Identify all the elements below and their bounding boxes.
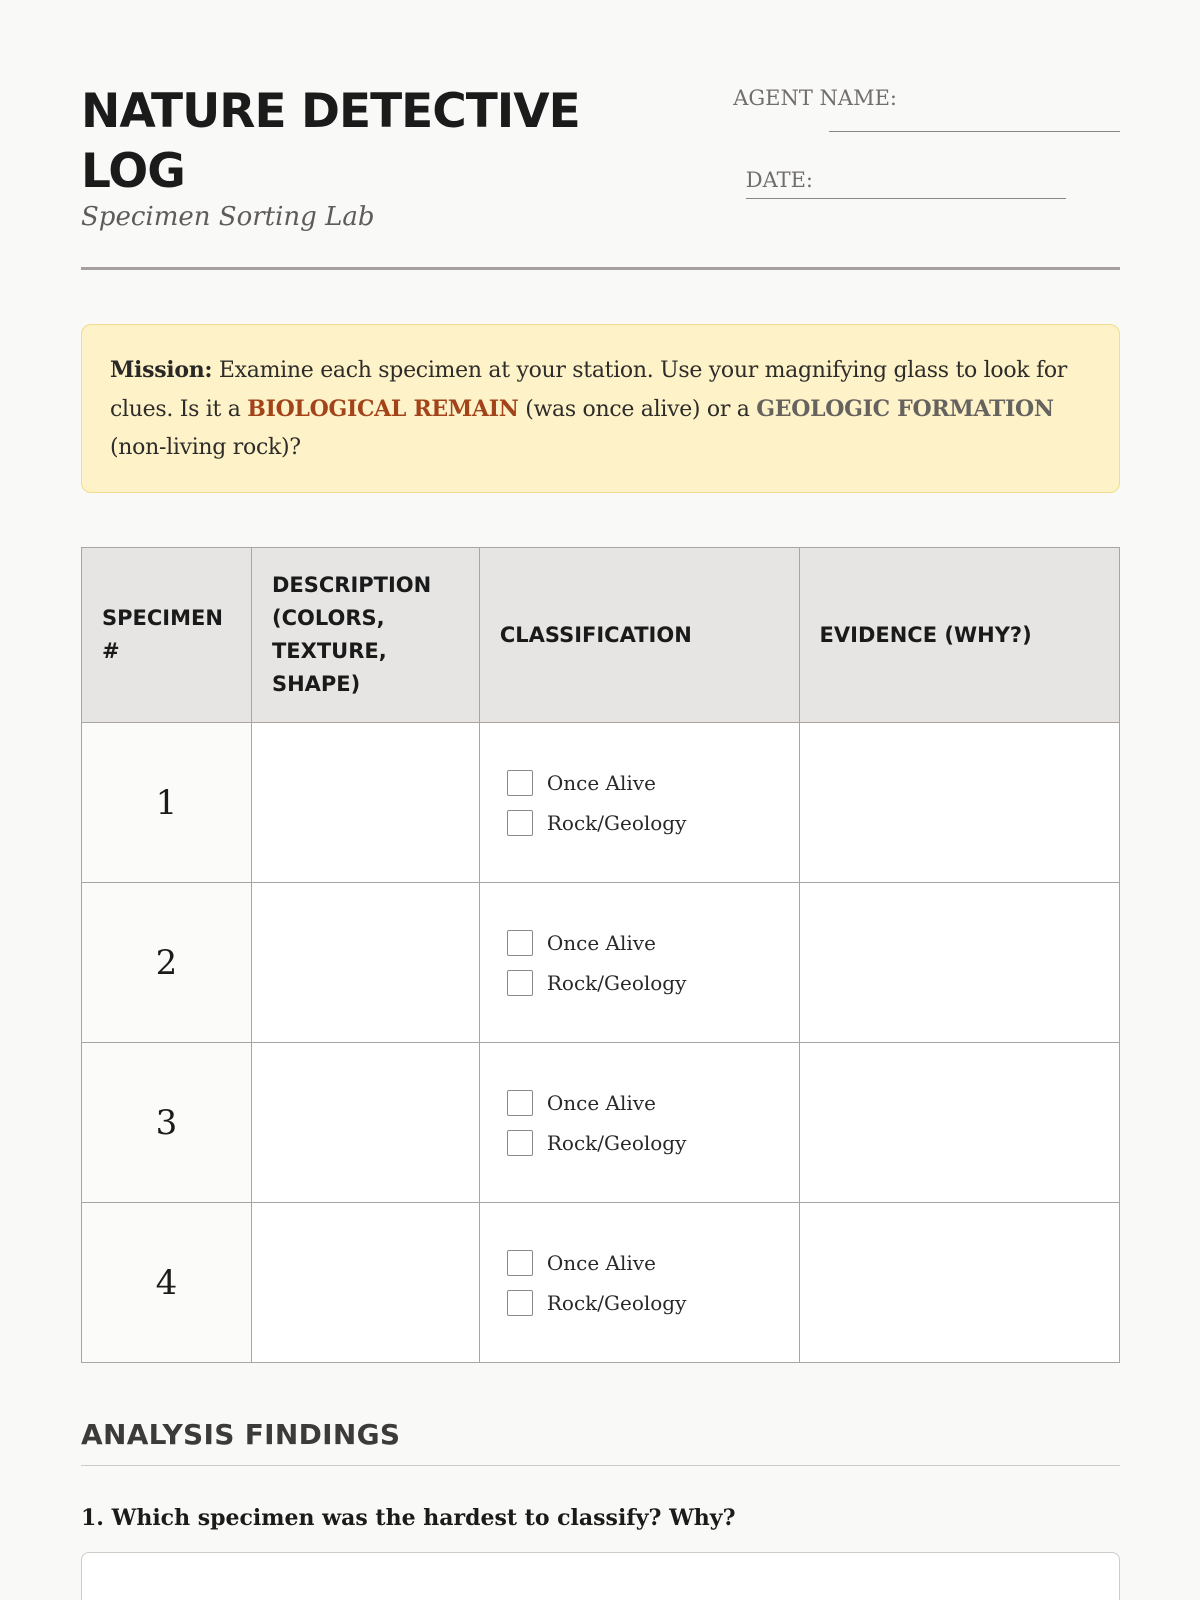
specimen-table [81,547,1120,1363]
description-cell[interactable] [251,723,479,883]
option-rock-geology[interactable] [507,963,799,1003]
evidence-cell[interactable] [799,1203,1119,1363]
option-label: Once Alive [546,1090,656,1115]
date-label: DATE: [745,168,813,192]
table-row [82,1203,1120,1363]
option-rock-geology[interactable] [507,1123,799,1163]
checkbox[interactable] [507,1090,533,1116]
checkbox[interactable] [507,1250,533,1276]
header [81,82,1120,270]
option-once-alive[interactable] [507,923,799,963]
option-label: Once Alive [546,1250,656,1275]
checkbox[interactable] [507,1290,533,1316]
checkbox[interactable] [507,770,533,796]
evidence-cell[interactable] [799,723,1119,883]
mission-text: (was once alive) or a [518,397,757,422]
classification-cell [479,1043,799,1203]
classification-cell [479,1203,799,1363]
specimen-number: 3 [82,1043,252,1203]
column-header-specimen: SPECIMEN # [82,548,252,723]
description-cell[interactable] [251,1203,479,1363]
option-label: Once Alive [546,930,656,955]
specimen-number: 1 [82,723,252,883]
option-once-alive[interactable] [507,1243,799,1283]
option-once-alive[interactable] [507,763,799,803]
analysis-section-title: ANALYSIS FINDINGS [81,1418,1120,1466]
description-cell[interactable] [251,1043,479,1203]
option-rock-geology[interactable] [507,803,799,843]
classification-cell [479,723,799,883]
option-label: Rock/Geology [546,970,687,995]
worksheet-page [81,0,1120,1600]
checkbox[interactable] [507,1130,533,1156]
table-header-row [82,548,1120,723]
mission-text: (non-living rock)? [110,435,301,460]
mission-box [81,324,1120,493]
evidence-cell[interactable] [799,883,1119,1043]
option-once-alive[interactable] [507,1083,799,1123]
option-label: Rock/Geology [546,1130,687,1155]
page-title: NATURE DETECTIVE LOG [81,84,580,199]
option-label: Rock/Geology [546,810,687,835]
agent-name-label: AGENT NAME: [733,86,897,110]
checkbox[interactable] [507,810,533,836]
question-1: 1. Which specimen was the hardest to classify? Why? [81,1505,736,1531]
agent-name-field[interactable] [829,131,1120,132]
biological-remain-term: BIOLOGICAL REMAIN [247,396,519,422]
option-rock-geology[interactable] [507,1283,799,1323]
classification-cell [479,883,799,1043]
checkbox[interactable] [507,930,533,956]
specimen-number: 2 [82,883,252,1043]
checkbox[interactable] [507,970,533,996]
page-subtitle: Specimen Sorting Lab [81,202,375,232]
option-label: Once Alive [546,770,656,795]
mission-lead: Mission: [110,357,213,383]
table-row [82,1043,1120,1203]
evidence-cell[interactable] [799,1043,1119,1203]
column-header-description: DESCRIPTION (COLORS, TEXTURE, SHAPE) [251,548,479,723]
date-field[interactable] [746,198,1066,199]
mission-text: Examine each specimen at your station. Use your magnifying glass to look for clues. Is it a [110,358,1067,422]
description-cell[interactable] [251,883,479,1043]
specimen-number: 4 [82,1203,252,1363]
column-header-evidence: EVIDENCE (WHY?) [799,548,1119,723]
table-row [82,883,1120,1043]
option-label: Rock/Geology [546,1290,687,1315]
column-header-classification: CLASSIFICATION [479,548,799,723]
table-row [82,723,1120,883]
geologic-formation-term: GEOLOGIC FORMATION [756,396,1054,422]
answer-box-1[interactable] [81,1552,1120,1600]
